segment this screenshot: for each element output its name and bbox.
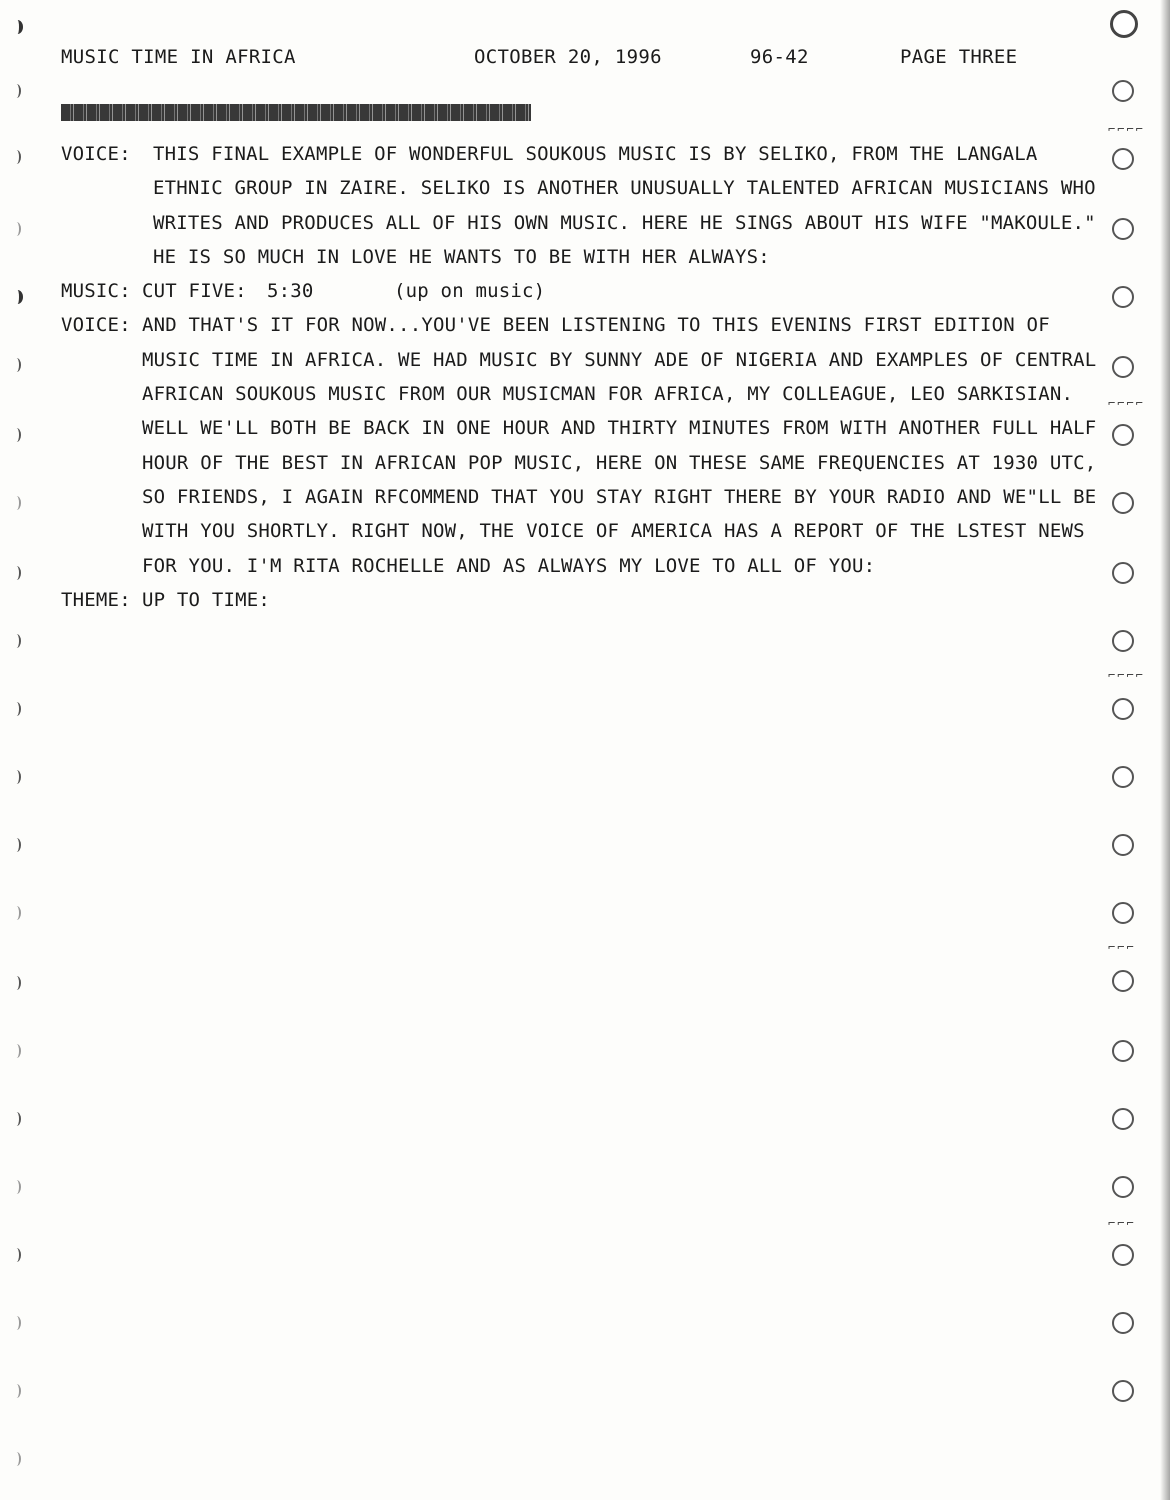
script-line: MUSIC TIME IN AFRICA. WE HAD MUSIC BY SUNNY ADE OF NIGERIA AND EXAMPLES OF CENTRAL — [142, 348, 1097, 371]
punch-hole-icon — [1112, 356, 1134, 378]
speaker-label-theme: THEME: — [61, 588, 131, 611]
punch-hole-icon — [1112, 902, 1134, 924]
torn-hole-icon — [12, 770, 21, 784]
torn-hole-icon — [12, 1180, 21, 1194]
program-title: MUSIC TIME IN AFRICA — [61, 46, 296, 68]
torn-hole-icon — [12, 634, 21, 648]
music-direction: (up on music) — [394, 280, 546, 303]
torn-hole-icon — [12, 838, 21, 852]
torn-hole-icon — [12, 566, 21, 580]
perforation-mark-icon: ⌐⌐⌐ — [1108, 940, 1136, 954]
torn-hole-icon — [12, 84, 21, 98]
voice-block-1 — [0, 137, 1100, 274]
perforation-mark-icon: ⌐⌐⌐⌐ — [1108, 396, 1145, 410]
torn-hole-icon — [12, 1316, 21, 1330]
music-cue — [0, 274, 1100, 308]
script-line: WITH YOU SHORTLY. RIGHT NOW, THE VOICE OF AMERICA HAS A REPORT OF THE LSTEST NEWS — [142, 520, 1085, 543]
torn-hole-icon — [12, 906, 21, 920]
struck-out-line — [61, 104, 531, 121]
punch-hole-icon — [1112, 492, 1134, 514]
page-header — [0, 46, 1100, 72]
punch-hole-icon — [1112, 80, 1134, 102]
script-line: THIS FINAL EXAMPLE OF WONDERFUL SOUKOUS MUSIC IS BY SELIKO, FROM THE LANGALA — [153, 143, 1038, 165]
voice-block-2 — [0, 308, 1100, 582]
torn-hole-icon — [12, 1044, 21, 1058]
paper-shadow-edge — [1160, 0, 1170, 1500]
punch-hole-icon — [1112, 630, 1134, 652]
script-line: AFRICAN SOUKOUS MUSIC FROM OUR MUSICMAN FOR AFRICA, MY COLLEAGUE, LEO SARKISIAN. — [142, 383, 1074, 406]
torn-hole-icon — [12, 496, 21, 510]
broadcast-date: OCTOBER 20, 1996 — [474, 46, 662, 68]
torn-hole-icon — [12, 222, 21, 236]
perforation-mark-icon: ⌐⌐⌐⌐ — [1108, 668, 1145, 682]
torn-hole-icon — [12, 1452, 21, 1466]
punch-hole-icon — [1112, 698, 1134, 720]
torn-hole-icon — [12, 290, 23, 304]
torn-hole-icon — [12, 428, 21, 442]
torn-hole-icon — [12, 150, 21, 164]
theme-direction: UP TO TIME: — [142, 588, 271, 611]
punch-hole-icon — [1112, 1380, 1134, 1402]
music-cut: CUT FIVE: — [142, 280, 247, 303]
punch-hole-icon — [1112, 970, 1134, 992]
punch-hole-icon — [1112, 424, 1134, 446]
punch-hole-icon — [1112, 286, 1134, 308]
punch-hole-icon — [1112, 1312, 1134, 1334]
script-line: FOR YOU. I'M RITA ROCHELLE AND AS ALWAYS MY LOVE TO ALL OF YOU: — [142, 554, 876, 577]
punch-hole-icon — [1112, 148, 1134, 170]
script-line: SO FRIENDS, I AGAIN RFCOMMEND THAT YOU STAY RIGHT THERE BY YOUR RADIO AND WE"LL BE — [142, 485, 1097, 508]
punch-hole-icon — [1112, 562, 1134, 584]
torn-hole-icon — [12, 358, 21, 372]
script-line: AND THAT'S IT FOR NOW...YOU'VE BEEN LISTENING TO THIS EVENINS FIRST EDITION OF — [142, 314, 1050, 337]
speaker-label-voice: VOICE: — [61, 314, 131, 337]
torn-hole-icon — [12, 702, 21, 716]
punch-hole-icon — [1110, 10, 1138, 38]
punch-hole-icon — [1112, 1108, 1134, 1130]
torn-hole-icon — [12, 1248, 21, 1262]
punch-hole-icon — [1112, 218, 1134, 240]
punch-hole-icon — [1112, 1040, 1134, 1062]
script-body — [0, 137, 1100, 617]
script-line: WRITES AND PRODUCES ALL OF HIS OWN MUSIC. HERE HE SINGS ABOUT HIS WIFE "MAKOULE." — [153, 211, 1096, 234]
script-line: HE IS SO MUCH IN LOVE HE WANTS TO BE WITH HER ALWAYS: — [153, 245, 770, 268]
punch-hole-icon — [1112, 1176, 1134, 1198]
torn-hole-icon — [12, 976, 21, 990]
speaker-label-music: MUSIC: — [61, 280, 131, 303]
torn-hole-icon — [12, 1384, 21, 1398]
script-line: HOUR OF THE BEST IN AFRICAN POP MUSIC, HERE ON THESE SAME FREQUENCIES AT 1930 UTC, — [142, 451, 1097, 474]
page-number: PAGE THREE — [900, 46, 1018, 68]
script-line: ETHNIC GROUP IN ZAIRE. SELIKO IS ANOTHER UNUSUALLY TALENTED AFRICAN MUSICIANS WHO — [153, 177, 1096, 200]
punch-hole-icon — [1112, 1244, 1134, 1266]
punch-hole-icon — [1112, 834, 1134, 856]
script-line: WELL WE'LL BOTH BE BACK IN ONE HOUR AND THIRTY MINUTES FROM WITH ANOTHER FULL HALF — [142, 417, 1097, 440]
perforation-mark-icon: ⌐⌐⌐⌐ — [1108, 122, 1145, 136]
speaker-label-voice: VOICE: — [61, 143, 131, 165]
episode-code: 96-42 — [750, 46, 809, 68]
torn-hole-icon — [12, 20, 23, 34]
torn-hole-icon — [12, 1112, 21, 1126]
music-duration: 5:30 — [267, 280, 314, 303]
perforation-mark-icon: ⌐⌐⌐ — [1108, 1216, 1136, 1230]
theme-cue — [0, 583, 1100, 617]
punch-hole-icon — [1112, 766, 1134, 788]
